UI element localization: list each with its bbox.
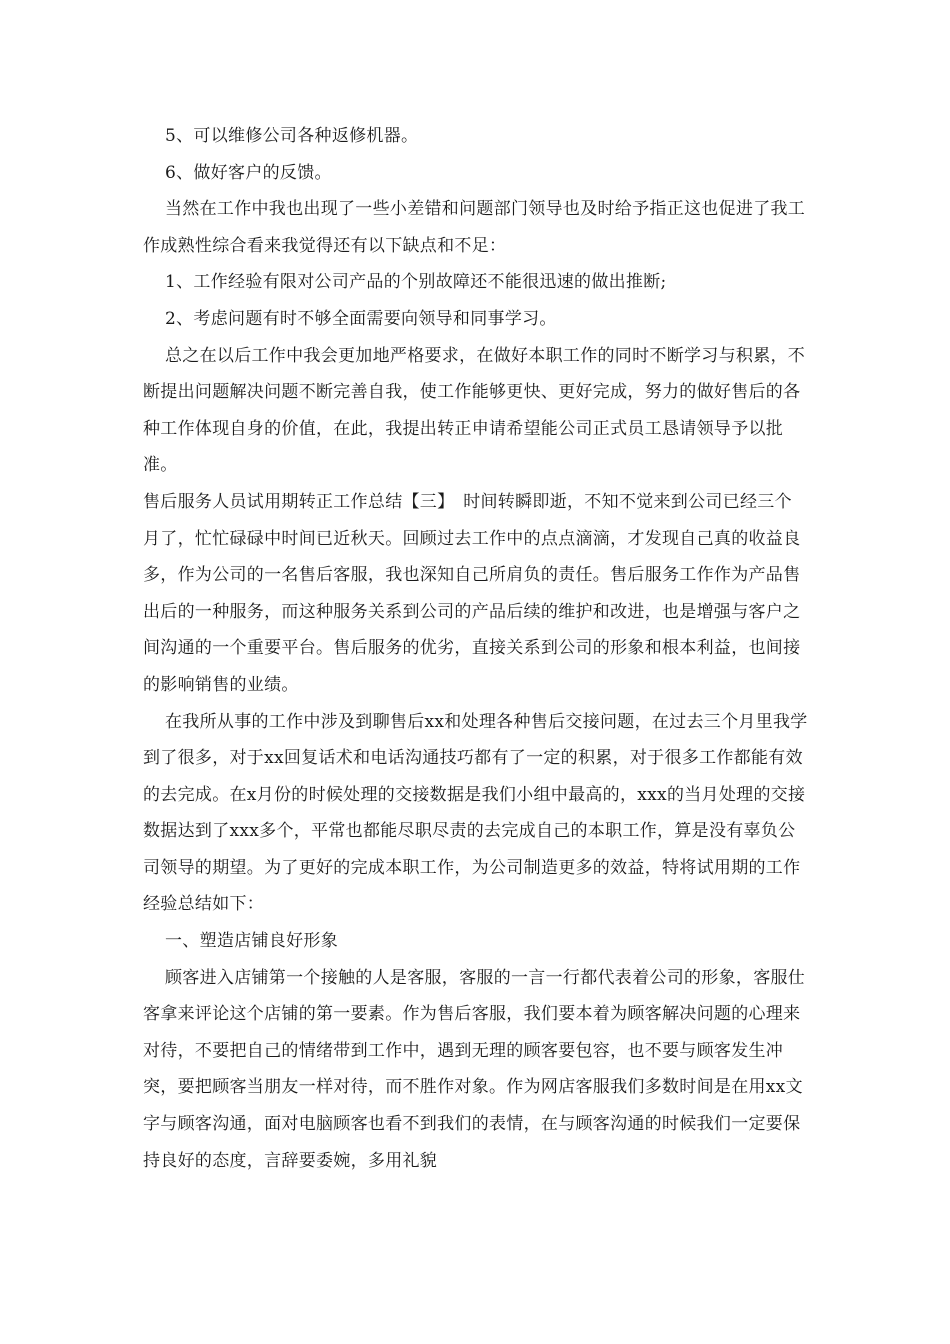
shortcoming-item-2: 2、考虑问题有时不够全面需要向领导和同事学习。 <box>165 308 557 329</box>
paragraph-work-experience: 在我所从事的工作中涉及到聊售后xx和处理各种售后交接问题，在过去三个月里我学到了很多，对于xx回复话术和电话沟通技巧都有了一定的积累，对于很多工作都能有效的去完成。在x月份的时候处理的交接数据是我们小组中最高的，xxx的当月处理的交接数据达到了xxx多个，平常也都能尽职尽责的去完成自己的本职工作，算是没有辜负公司领导的期望。为了更好的完成本职工作，为公司制造更多的效益，特将试用期的工作经验总结如下： <box>143 711 808 915</box>
paragraph-conclusion: 总之在以后工作中我会更加地严格要求，在做好本职工作的同时不断学习与积累，不断提出问题解决问题不断完善自我，使工作能够更快、更好完成，努力的做好售后的各种工作体现自身的价值，在此，我提出转正申请希望能公司正式员工恳请领导予以批准。 <box>143 345 806 476</box>
section-three-heading-paragraph: 售后服务人员试用期转正工作总结【三】 时间转瞬即逝，不知不觉来到公司已经三个月了，忙忙碌碌中时间已近秋天。回顾过去工作中的点点滴滴，才发现自己真的收益良多，作为公司的一名售后客服，我也深知自己所肩负的责任。售后服务工作作为产品售出后的一种服务，而这种服务关系到公司的产品后续的维护和改进，也是增强与客户之间沟通的一个重要平台。售后服务的优劣，直接关系到公司的形象和根本利益，也间接的影响销售的业绩。 <box>143 491 801 695</box>
subheading-store-image: 一、塑造店铺良好形象 <box>165 931 338 952</box>
list-item-5: 5、可以维修公司各种返修机器。 <box>165 126 419 146</box>
paragraph-customer-service: 顾客进入店铺第一个接触的人是客服，客服的一言一行都代表着公司的形象，客服仕客拿来评论这个店铺的第一要素。作为售后客服，我们要本着为顾客解决问题的心理来对待，不要把自己的情绪带到工作中，遇到无理的顾客要包容，也不要与顾客发生冲突，要把顾客当朋友一样对待，而不胜作对象。作为网店客服我们多数时间是在用xx文字与顾客沟通，面对电脑顾客也看不到我们的表情，在与顾客沟通的时候我们一定要保持良好的态度，言辞要委婉，多用礼貌 <box>143 967 806 1171</box>
shortcoming-item-1: 1、工作经验有限对公司产品的个别故障还不能很迅速的做出推断; <box>165 272 667 293</box>
list-item-6: 6、做好客户的反馈。 <box>165 162 332 183</box>
document-body <box>143 118 808 1179</box>
paragraph-shortcomings-intro: 当然在工作中我也出现了一些小差错和问题部门领导也及时给予指正这也促进了我工作成熟性综合看来我觉得还有以下缺点和不足： <box>143 199 806 256</box>
